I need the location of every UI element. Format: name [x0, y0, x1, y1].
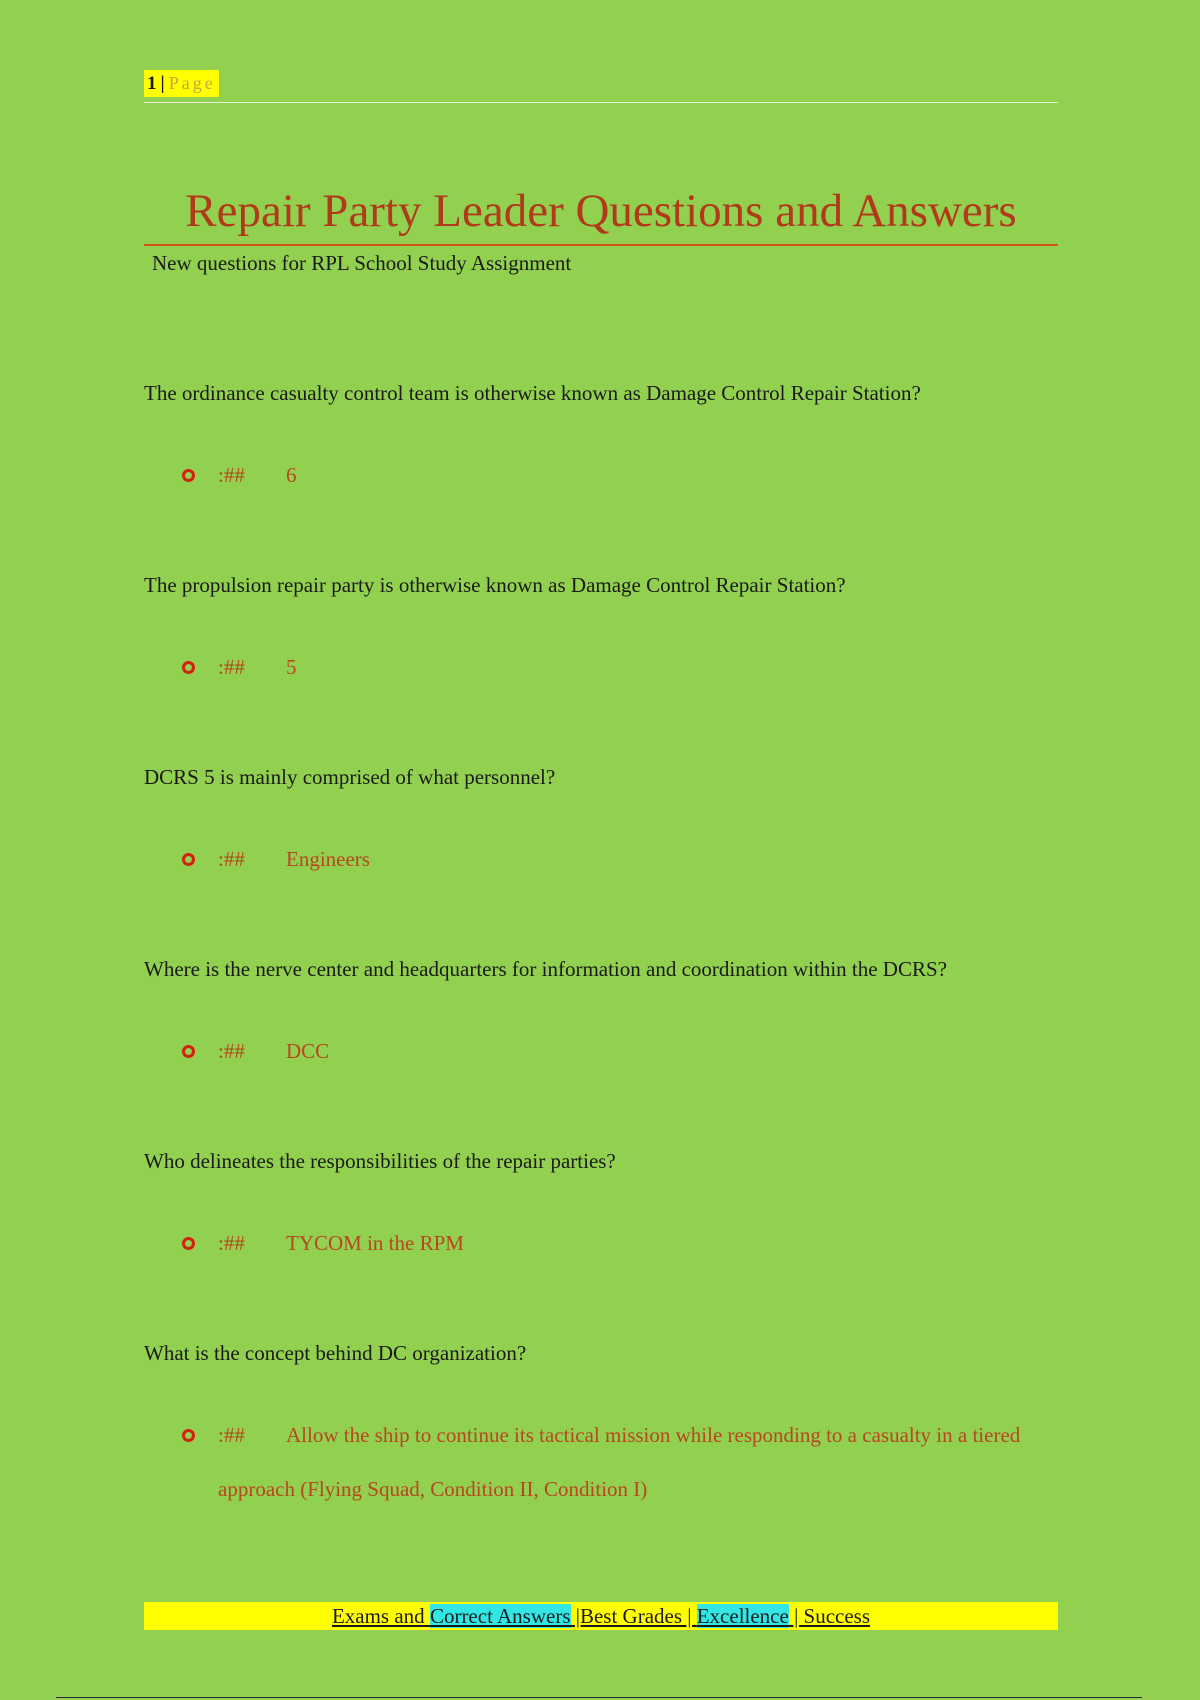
qa-item [144, 954, 1058, 1078]
document-subtitle: New questions for RPL School Study Assignment [152, 251, 572, 275]
qa-item [144, 1146, 1058, 1270]
answer-prefix: :## [218, 847, 245, 871]
page-number-label [144, 70, 219, 97]
answer-prefix: :## [218, 1231, 245, 1255]
answer-prefix: :## [218, 463, 245, 487]
bullet-icon [182, 661, 195, 674]
answer-prefix: :## [218, 1039, 245, 1063]
qa-item [144, 1338, 1058, 1516]
question-text: DCRS 5 is mainly comprised of what personnel? [144, 765, 556, 789]
footer-text-correct-answers: Correct Answers [429, 1604, 571, 1628]
bullet-icon [182, 469, 195, 482]
answer-text: 5 [286, 655, 297, 679]
qa-item [144, 762, 1058, 886]
answer-row [144, 1216, 1058, 1270]
answer-prefix: :## [218, 655, 245, 679]
document-title: Repair Party Leader Questions and Answers [144, 180, 1058, 246]
question-text: Where is the nerve center and headquarters for information and coordination within the DCRS? [144, 957, 947, 981]
question-text: What is the concept behind DC organization? [144, 1341, 527, 1365]
bullet-icon [182, 1429, 195, 1442]
bottom-divider [56, 1697, 1142, 1698]
qa-item [144, 378, 1058, 502]
answer-prefix: :## [218, 1423, 245, 1447]
footer-text-best-grades: |Best Grades | [570, 1604, 697, 1628]
bullet-icon [182, 853, 195, 866]
title-block [144, 180, 1058, 276]
footer-text-exams: Exams and [331, 1604, 430, 1628]
answer-row [144, 448, 1058, 502]
question-text: Who delineates the responsibilities of the repair parties? [144, 1149, 616, 1173]
bullet-icon [182, 1045, 195, 1058]
footer-text-excellence: Excellence [696, 1604, 789, 1628]
page-separator: | [160, 73, 165, 94]
footer-banner [144, 1602, 1058, 1630]
answer-row [144, 1024, 1058, 1078]
question-text: The ordinance casualty control team is otherwise known as Damage Control Repair Station? [144, 381, 921, 405]
answer-text: DCC [286, 1039, 330, 1063]
answer-row [144, 640, 1058, 694]
answer-text: TYCOM in the RPM [286, 1231, 464, 1255]
footer-text-success: | Success [788, 1604, 871, 1628]
question-text: The propulsion repair party is otherwise known as Damage Control Repair Station? [144, 573, 846, 597]
answer-row [144, 1408, 1058, 1516]
answer-text: 6 [286, 463, 297, 487]
page-number: 1 [147, 73, 157, 94]
answer-text: Allow the ship to continue its tactical mission while responding to a casualty in a tiered approach (Flying Squad, Condition II, Condition I) [218, 1423, 1021, 1501]
answer-row [144, 832, 1058, 886]
bullet-icon [182, 1237, 195, 1250]
page-header [144, 70, 1058, 103]
page-word: Page [168, 73, 216, 93]
answer-text: Engineers [286, 847, 370, 871]
qa-item [144, 570, 1058, 694]
